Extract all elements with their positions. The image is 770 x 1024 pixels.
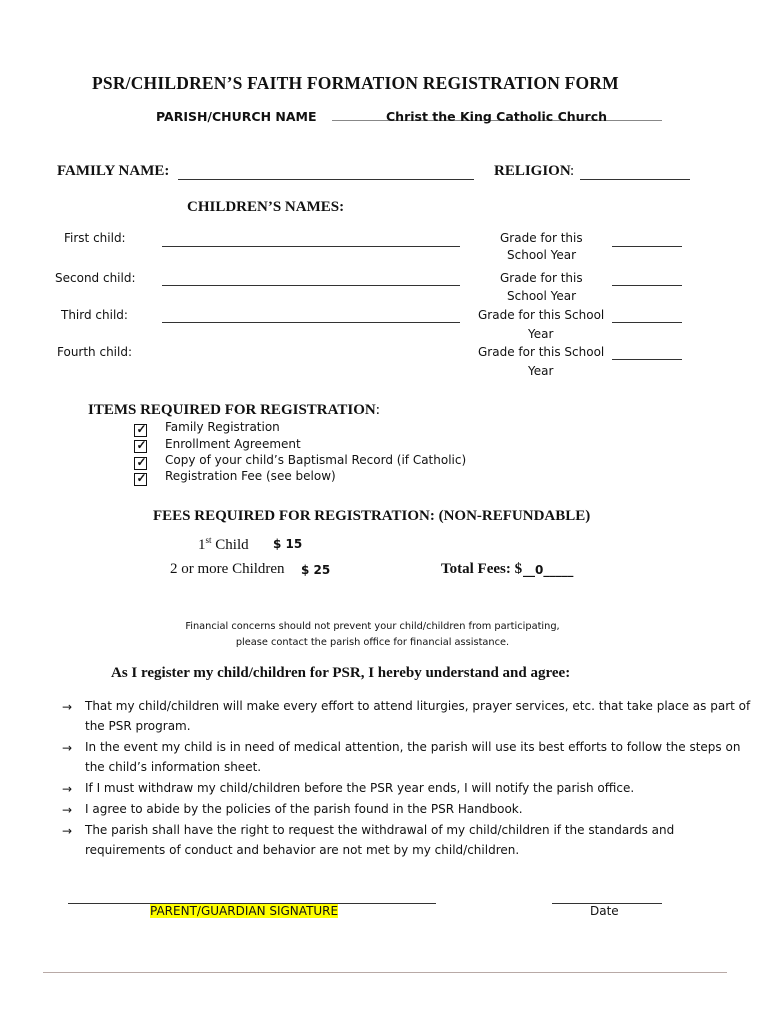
financial-note-line2: please contact the parish office for financial assistance.	[235, 637, 510, 648]
grade-field[interactable]	[612, 246, 682, 247]
grade-label-line1: Grade for this	[500, 271, 583, 285]
child-name-field[interactable]	[162, 246, 460, 247]
arrow-right-icon: →	[62, 700, 73, 714]
children-heading: CHILDREN’S NAMES:	[187, 199, 345, 215]
items-heading-text: ITEMS REQUIRED FOR REGISTRATION	[88, 402, 376, 418]
grade-label-line1: Grade for this School	[478, 345, 605, 359]
checkbox-checked-icon[interactable]: ✓	[134, 473, 147, 486]
items-heading-colon: :	[375, 402, 380, 418]
items-heading	[88, 402, 380, 419]
grade-label-line2: Year	[528, 364, 554, 378]
arrow-right-icon: →	[62, 741, 73, 755]
religion-label: RELIGION	[494, 163, 571, 179]
date-label: Date	[590, 904, 619, 918]
grade-field[interactable]	[612, 322, 682, 323]
first-child-sup: st	[205, 535, 212, 545]
item-label: Copy of your child’s Baptismal Record (if Catholic)	[165, 453, 467, 467]
agreement-line1: In the event my child is in need of medical attention, the parish will use its best efforts to follow the steps on	[85, 740, 741, 754]
fees-heading-suffix: : (NON-REFUNDABLE)	[429, 508, 591, 524]
more-children-fee-label: 2 or more Children	[170, 561, 285, 577]
family-name-label: FAMILY NAME:	[57, 163, 170, 179]
checkbox-checked-icon[interactable]: ✓	[134, 457, 147, 470]
grade-field[interactable]	[612, 285, 682, 286]
signature-label: PARENT/GUARDIAN SIGNATURE	[150, 904, 339, 918]
arrow-right-icon: →	[62, 803, 73, 817]
agreement-line2: the child’s information sheet.	[85, 760, 262, 774]
total-fees-value[interactable]: __0_____	[523, 563, 574, 577]
first-child-fee-label	[198, 535, 249, 554]
fees-heading	[153, 508, 590, 525]
arrow-right-icon: →	[62, 782, 73, 796]
agreement-line2: requirements of conduct and behavior are not met by my child/children.	[85, 843, 520, 857]
more-children-fee-amount: $ 25	[301, 563, 331, 577]
grade-label-line1: Grade for this	[500, 231, 583, 245]
fees-heading-text: FEES REQUIRED FOR REGISTRATION	[153, 508, 430, 524]
child-label: Fourth child:	[57, 345, 133, 359]
family-name-field[interactable]	[178, 179, 474, 180]
item-label: Family Registration	[165, 420, 280, 434]
grade-field[interactable]	[612, 359, 682, 360]
grade-label-line2: School Year	[507, 248, 577, 262]
financial-note-line1: Financial concerns should not prevent your child/children from participating,	[185, 621, 560, 632]
child-label: Third child:	[61, 308, 128, 322]
agreement-line1: If I must withdraw my child/children before the PSR year ends, I will notify the parish office.	[85, 781, 635, 795]
total-fees-label: Total Fees: $	[441, 561, 523, 577]
religion-colon: :	[570, 163, 575, 179]
grade-label-line2: School Year	[507, 289, 577, 303]
agreement-line1: I agree to abide by the policies of the parish found in the PSR Handbook.	[85, 802, 523, 816]
grade-label-line1: Grade for this School	[478, 308, 605, 322]
agreement-line1: The parish shall have the right to request the withdrawal of my child/children if the standards and	[85, 823, 675, 837]
agreement-line2: the PSR program.	[85, 719, 191, 733]
checkbox-checked-icon[interactable]: ✓	[134, 424, 147, 437]
first-child-num: 1	[198, 537, 206, 553]
child-name-field[interactable]	[162, 322, 460, 323]
parish-value[interactable]: Christ the King Catholic Church	[386, 109, 608, 124]
item-label: Enrollment Agreement	[165, 437, 301, 451]
child-label: First child:	[64, 231, 126, 245]
arrow-right-icon: →	[62, 824, 73, 838]
first-child-text: Child	[211, 537, 249, 553]
child-name-field[interactable]	[162, 285, 460, 286]
checkbox-checked-icon[interactable]: ✓	[134, 440, 147, 453]
form-title: PSR/CHILDREN’S FAITH FORMATION REGISTRATION FORM	[92, 73, 619, 93]
grade-label-line2: Year	[528, 327, 554, 341]
agreement-line1: That my child/children will make every effort to attend liturgies, prayer services, etc. that take place as part of	[85, 699, 751, 713]
item-label: Registration Fee (see below)	[165, 469, 336, 483]
parish-label: PARISH/CHURCH NAME	[156, 109, 317, 124]
agreement-heading: As I register my child/children for PSR, I hereby understand and agree:	[111, 665, 571, 681]
religion-field[interactable]	[580, 179, 690, 180]
footer-divider	[43, 972, 727, 973]
first-child-fee-amount: $ 15	[273, 537, 303, 551]
child-label: Second child:	[55, 271, 136, 285]
